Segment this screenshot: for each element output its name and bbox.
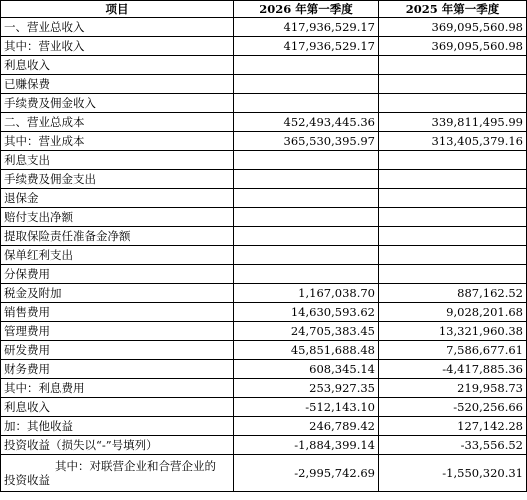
table-row bbox=[1, 113, 527, 132]
row-current-value: 246,789.42 bbox=[234, 417, 379, 436]
row-current-value bbox=[234, 151, 379, 170]
row-label-line1: 其中：对联营企业和合营企业的 bbox=[55, 459, 216, 473]
row-prior-value bbox=[379, 56, 527, 75]
row-current-value: 24,705,383.45 bbox=[234, 322, 379, 341]
row-current-value bbox=[234, 265, 379, 284]
table-row bbox=[1, 246, 527, 265]
row-current-value bbox=[234, 94, 379, 113]
row-label: 分保费用 bbox=[1, 265, 234, 284]
table-row bbox=[1, 436, 527, 455]
row-label: 投资收益（损失以“-”号填列） bbox=[1, 436, 234, 455]
table-row bbox=[1, 284, 527, 303]
table-row bbox=[1, 151, 527, 170]
row-prior-value bbox=[379, 227, 527, 246]
row-prior-value bbox=[379, 75, 527, 94]
row-current-value: 253,927.35 bbox=[234, 379, 379, 398]
row-current-value: 417,936,529.17 bbox=[234, 18, 379, 37]
row-prior-value: -1,550,320.31 bbox=[379, 455, 527, 492]
row-current-value: 417,936,529.17 bbox=[234, 37, 379, 56]
table-row bbox=[1, 189, 527, 208]
row-label: 保单红利支出 bbox=[1, 246, 234, 265]
row-current-value bbox=[234, 246, 379, 265]
row-prior-value bbox=[379, 265, 527, 284]
row-label: 其中：营业成本 bbox=[1, 132, 234, 151]
row-label: 利息支出 bbox=[1, 151, 234, 170]
table-row bbox=[1, 75, 527, 94]
row-label: 利息收入 bbox=[1, 56, 234, 75]
row-prior-value: 369,095,560.98 bbox=[379, 37, 527, 56]
table-row bbox=[1, 322, 527, 341]
row-current-value bbox=[234, 56, 379, 75]
row-prior-value: -33,556.52 bbox=[379, 436, 527, 455]
table-row bbox=[1, 303, 527, 322]
row-current-value bbox=[234, 189, 379, 208]
header-row bbox=[1, 1, 527, 18]
row-current-value bbox=[234, 227, 379, 246]
row-prior-value: -4,417,885.36 bbox=[379, 360, 527, 379]
row-prior-value: 369,095,560.98 bbox=[379, 18, 527, 37]
row-prior-value bbox=[379, 94, 527, 113]
row-current-value: -2,995,742.69 bbox=[234, 455, 379, 492]
row-current-value: -1,884,399.14 bbox=[234, 436, 379, 455]
row-prior-value bbox=[379, 246, 527, 265]
row-label-line2: 投资收益 bbox=[4, 473, 50, 487]
header-current-period: 2026 年第一季度 bbox=[234, 1, 379, 18]
row-label: 二、营业总成本 bbox=[1, 113, 234, 132]
row-label: 退保金 bbox=[1, 189, 234, 208]
row-current-value: 14,630,593.62 bbox=[234, 303, 379, 322]
table-row bbox=[1, 398, 527, 417]
row-prior-value: 219,958.73 bbox=[379, 379, 527, 398]
row-label: 利息收入 bbox=[1, 398, 234, 417]
row-current-value: 365,530,395.97 bbox=[234, 132, 379, 151]
row-prior-value bbox=[379, 151, 527, 170]
row-prior-value: 887,162.52 bbox=[379, 284, 527, 303]
row-prior-value: 127,142.28 bbox=[379, 417, 527, 436]
table-row bbox=[1, 265, 527, 284]
row-label: 已赚保费 bbox=[1, 75, 234, 94]
row-current-value: 452,493,445.36 bbox=[234, 113, 379, 132]
table-row bbox=[1, 37, 527, 56]
row-current-value: 608,345.14 bbox=[234, 360, 379, 379]
row-label: 其中：利息费用 bbox=[1, 379, 234, 398]
row-current-value: -512,143.10 bbox=[234, 398, 379, 417]
row-label: 赔付支出净额 bbox=[1, 208, 234, 227]
row-prior-value: 13,321,960.38 bbox=[379, 322, 527, 341]
row-label: 税金及附加 bbox=[1, 284, 234, 303]
row-label: 管理费用 bbox=[1, 322, 234, 341]
row-label: 手续费及佣金收入 bbox=[1, 94, 234, 113]
header-prior-period: 2025 年第一季度 bbox=[379, 1, 527, 18]
row-current-value bbox=[234, 75, 379, 94]
row-current-value bbox=[234, 170, 379, 189]
table-row bbox=[1, 379, 527, 398]
header-item: 项目 bbox=[1, 1, 234, 18]
row-label bbox=[1, 455, 234, 492]
row-prior-value bbox=[379, 208, 527, 227]
row-label: 加：其他收益 bbox=[1, 417, 234, 436]
row-current-value bbox=[234, 208, 379, 227]
table-row bbox=[1, 208, 527, 227]
row-label: 销售费用 bbox=[1, 303, 234, 322]
table-row bbox=[1, 417, 527, 436]
row-label: 一、营业总收入 bbox=[1, 18, 234, 37]
row-label: 手续费及佣金支出 bbox=[1, 170, 234, 189]
row-prior-value bbox=[379, 189, 527, 208]
table-row bbox=[1, 132, 527, 151]
table-row bbox=[1, 455, 527, 492]
row-prior-value: 9,028,201.68 bbox=[379, 303, 527, 322]
row-prior-value: 339,811,495.99 bbox=[379, 113, 527, 132]
row-current-value: 1,167,038.70 bbox=[234, 284, 379, 303]
row-label: 提取保险责任准备金净额 bbox=[1, 227, 234, 246]
table-row bbox=[1, 360, 527, 379]
row-prior-value bbox=[379, 170, 527, 189]
row-current-value: 45,851,688.48 bbox=[234, 341, 379, 360]
table-row bbox=[1, 170, 527, 189]
table-row bbox=[1, 18, 527, 37]
table-row bbox=[1, 94, 527, 113]
row-label: 研发费用 bbox=[1, 341, 234, 360]
table-row bbox=[1, 56, 527, 75]
row-prior-value: -520,256.66 bbox=[379, 398, 527, 417]
row-prior-value: 7,586,677.61 bbox=[379, 341, 527, 360]
row-prior-value: 313,405,379.16 bbox=[379, 132, 527, 151]
row-label: 其中：营业收入 bbox=[1, 37, 234, 56]
table-row bbox=[1, 341, 527, 360]
row-label: 财务费用 bbox=[1, 360, 234, 379]
table-row bbox=[1, 227, 527, 246]
